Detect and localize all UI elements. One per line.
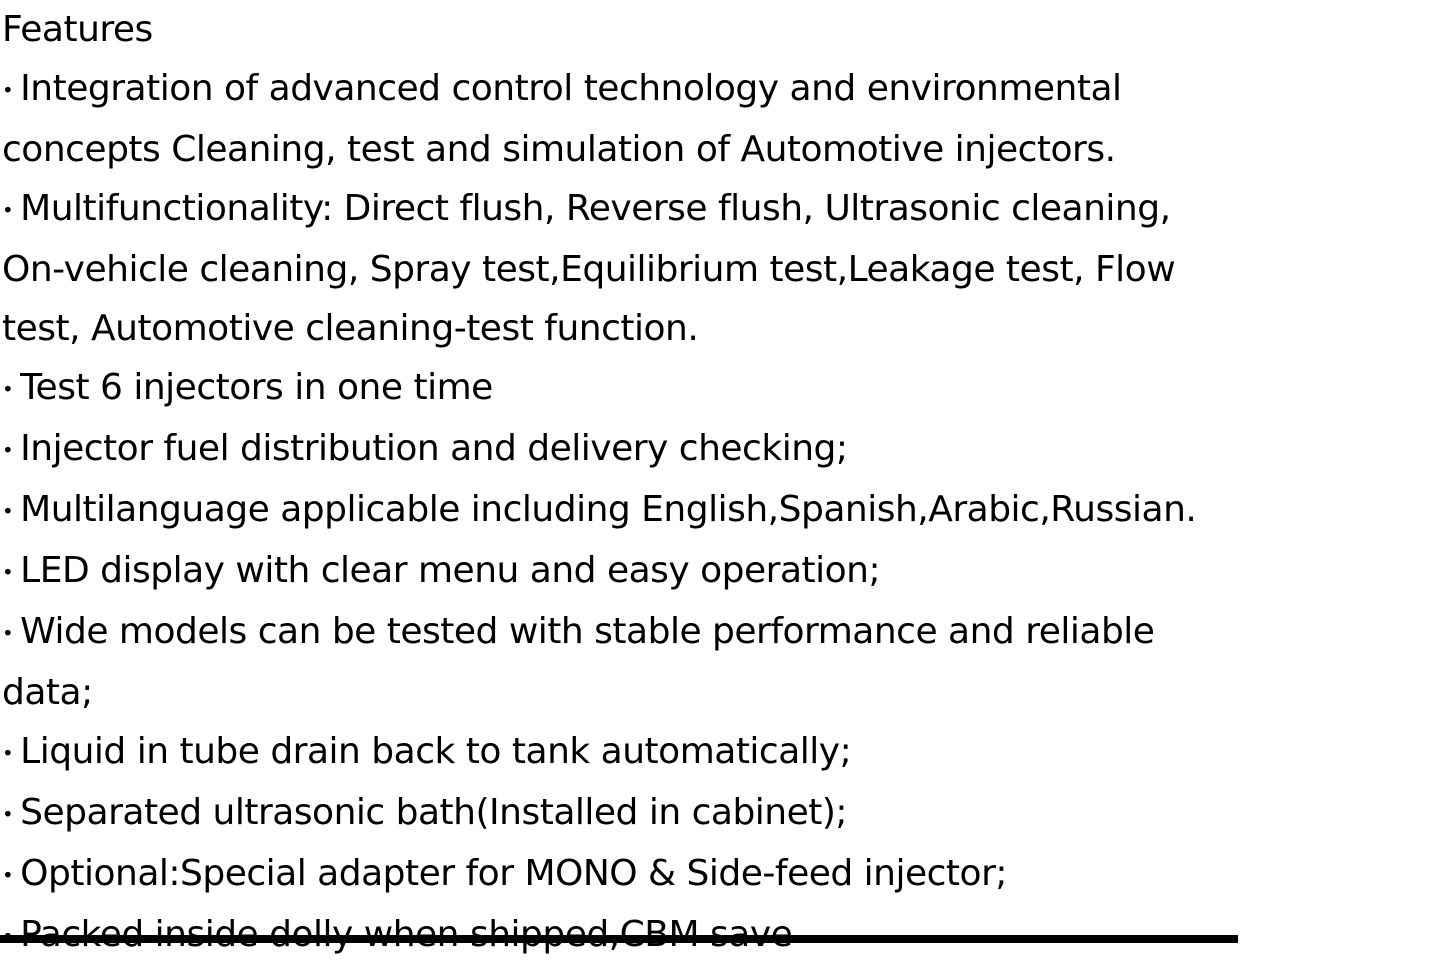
feature-line-text: On-vehicle cleaning, Spray test,Equilibrium test,Leakage test, Flow [2, 249, 1176, 291]
bullet-icon: • [2, 439, 14, 463]
features-block [2, 0, 1302, 966]
feature-line-text: data; [2, 672, 93, 714]
feature-line [2, 541, 1302, 602]
feature-line [2, 59, 1302, 120]
feature-line-text: Integration of advanced control technology and environmental [20, 68, 1122, 109]
feature-line [2, 844, 1302, 905]
feature-line [2, 299, 1302, 358]
feature-line-text: Test 6 injectors in one time [20, 367, 493, 409]
features-title: Features [2, 9, 153, 50]
feature-line-text: Multifunctionality: Direct flush, Reverse flush, Ultrasonic cleaning, [20, 188, 1171, 230]
bullet-icon: • [2, 864, 14, 888]
bullet-icon: • [2, 199, 14, 223]
bullet-icon: • [2, 803, 14, 827]
feature-line [2, 419, 1302, 480]
feature-line [2, 663, 1302, 722]
feature-line-text: concepts Cleaning, test and simulation of Automotive injectors. [2, 129, 1116, 171]
bullet-icon: • [2, 500, 14, 524]
feature-line [2, 358, 1302, 419]
feature-line [2, 179, 1302, 240]
bullet-icon: • [2, 742, 14, 766]
feature-line-text: Separated ultrasonic bath(Installed in cabinet); [20, 792, 848, 834]
feature-line-text: Injector fuel distribution and delivery checking; [20, 428, 848, 470]
feature-line-text: Wide models can be tested with stable performance and reliable [20, 611, 1155, 653]
bullet-icon: • [2, 561, 14, 585]
bullet-icon: • [2, 79, 14, 103]
feature-line-text: LED display with clear menu and easy operation; [20, 550, 881, 592]
bullet-icon: • [2, 378, 14, 402]
feature-line [2, 722, 1302, 783]
bullet-icon: • [2, 622, 14, 646]
feature-line [2, 783, 1302, 844]
feature-line-text: Multilanguage applicable including English,Spanish,Arabic,Russian. [20, 489, 1197, 531]
feature-line [2, 120, 1302, 179]
feature-line [2, 602, 1302, 663]
bottom-divider [0, 935, 1238, 943]
feature-line-text: Liquid in tube drain back to tank automatically; [20, 731, 852, 773]
feature-line [2, 240, 1302, 299]
feature-line [2, 480, 1302, 541]
feature-line-text: Optional:Special adapter for MONO & Side-feed injector; [20, 853, 1007, 895]
feature-line-text: test, Automotive cleaning-test function. [2, 308, 699, 350]
